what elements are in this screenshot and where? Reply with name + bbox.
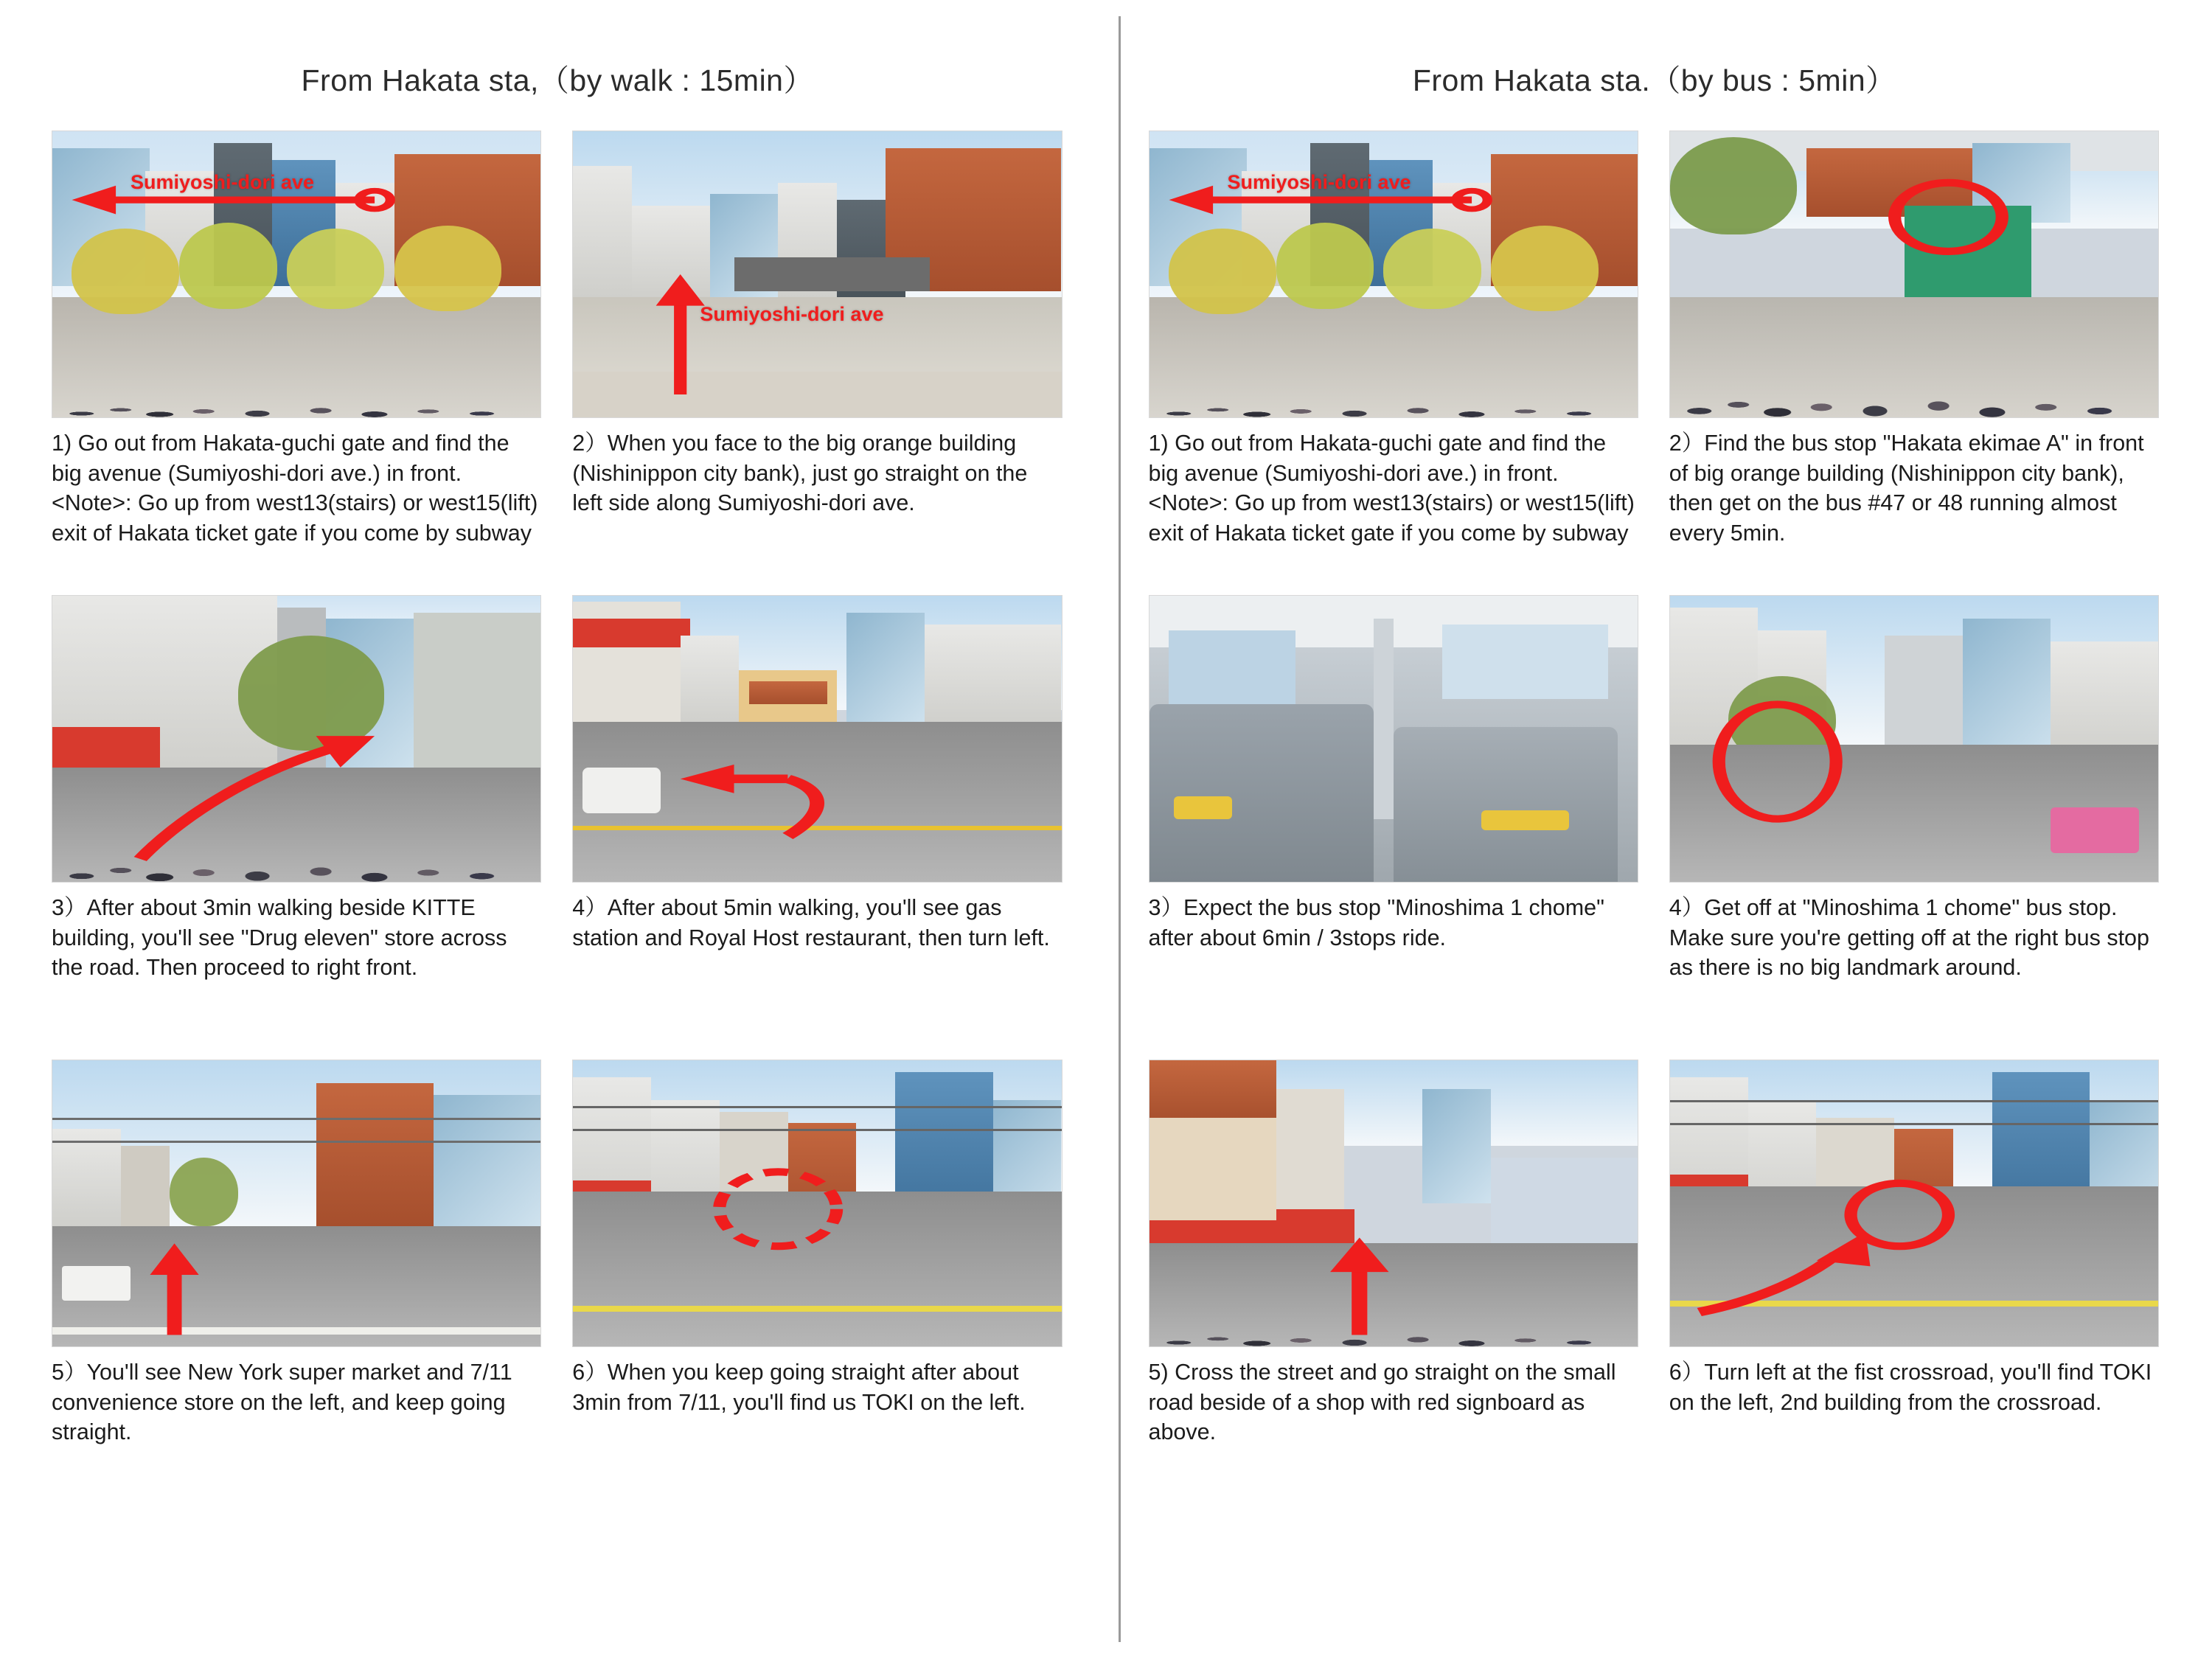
bus-step-4-caption: 4）Get off at "Minoshima 1 chome" bus stop. Make sure you're getting off at the right bus stop as there is no big landmark around. (1669, 895, 2149, 981)
bus-step-2-caption: 2）Find the bus stop "Hakata ekimae A" in front of big orange building (Nishinippon city bank), then get on the bus #47 or 48 running almost every 5min. (1669, 431, 2144, 546)
left-turn-arrow-icon (1670, 1060, 2158, 1346)
straight-arrow-icon (1150, 1060, 1638, 1346)
bus-step-3-photo (1149, 595, 1638, 883)
walk-step-3 (37, 595, 557, 1040)
walk-step-3-photo (52, 595, 541, 883)
walk-step-6 (557, 1060, 1078, 1447)
walk-step-4-photo (572, 595, 1062, 883)
walk-step-2 (557, 131, 1078, 576)
column-divider (1119, 16, 1121, 1642)
circle-marker-icon (1670, 596, 2158, 882)
walk-step-2-caption: 2）When you face to the big orange building (Nishinippon city bank), just go straight on the left side along Sumiyoshi-dori ave. (572, 431, 1028, 516)
walk-steps-grid (37, 131, 1079, 1467)
walk-step-1-annotation: Sumiyoshi-dori ave (130, 171, 315, 194)
bus-step-3-caption: 3）Expect the bus stop "Minoshima 1 chome" after about 6min / 3stops ride. (1148, 895, 1604, 950)
walk-directions-column (29, 27, 1086, 1644)
walk-step-4-caption: 4）After about 5min walking, you'll see gas station and Royal Host restaurant, then turn left. (572, 895, 1050, 950)
walk-step-4 (557, 595, 1078, 1040)
bus-step-1-photo (1149, 131, 1638, 418)
bus-step-6 (1655, 1060, 2175, 1447)
bus-step-5 (1134, 1060, 1655, 1447)
bus-steps-grid (1134, 131, 2176, 1467)
bus-step-3 (1134, 595, 1655, 1040)
walk-step-1 (37, 131, 557, 576)
bus-step-6-photo (1669, 1060, 2159, 1347)
walk-step-3-caption: 3）After about 3min walking beside KITTE building, you'll see "Drug eleven" store across the road. Then proceed to right front. (52, 895, 507, 981)
walk-step-2-photo (572, 131, 1062, 418)
straight-arrow-icon (573, 131, 1061, 417)
walk-step-1-caption: 1) Go out from Hakata-guchi gate and find the big avenue (Sumiyoshi-dori ave.) in front. <Note>: Go up from west13(stairs) or west15(lift) exit of Hakata ticket gate if you come by subway (52, 431, 538, 546)
walk-step-6-caption: 6）When you keep going straight after about 3min from 7/11, you'll find us TOKI on the left. (572, 1360, 1026, 1415)
bus-step-4-photo (1669, 595, 2159, 883)
walk-step-1-photo (52, 131, 541, 418)
left-turn-arrow-icon (573, 596, 1061, 882)
bus-step-6-caption: 6）Turn left at the fist crossroad, you'll find TOKI on the left, 2nd building from the crossroad. (1669, 1360, 2152, 1415)
circle-marker-icon (573, 1060, 1061, 1346)
curved-arrow-icon (52, 596, 540, 882)
bus-step-1-annotation: Sumiyoshi-dori ave (1227, 171, 1411, 194)
bus-step-2-photo (1669, 131, 2159, 418)
bus-step-5-photo (1149, 1060, 1638, 1347)
walk-step-5-caption: 5）You'll see New York super market and 7/11 convenience store on the left, and keep going straight. (52, 1360, 512, 1445)
bus-directions-column (1127, 27, 2183, 1644)
walk-step-6-photo (572, 1060, 1062, 1347)
walk-column-heading: From Hakata sta,（by walk : 15min） (301, 63, 814, 97)
walk-step-2-annotation: Sumiyoshi-dori ave (700, 302, 884, 325)
walk-step-5-photo (52, 1060, 541, 1347)
bus-step-1 (1134, 131, 1655, 576)
bus-column-heading: From Hakata sta.（by bus : 5min） (1412, 63, 1896, 97)
bus-step-2 (1655, 131, 2175, 576)
bus-step-5-caption: 5) Cross the street and go straight on the small road beside of a shop with red signboard as above. (1148, 1360, 1616, 1445)
straight-arrow-icon (52, 1060, 540, 1346)
walk-step-5 (37, 1060, 557, 1447)
bus-step-1-caption: 1) Go out from Hakata-guchi gate and find the big avenue (Sumiyoshi-dori ave.) in front.<Note>: Go up from west13(stairs) or west15(lift) exit of Hakata ticket gate if you come by subway (1148, 431, 1635, 546)
circle-marker-icon (1670, 131, 2158, 417)
bus-step-4 (1655, 595, 2175, 1040)
